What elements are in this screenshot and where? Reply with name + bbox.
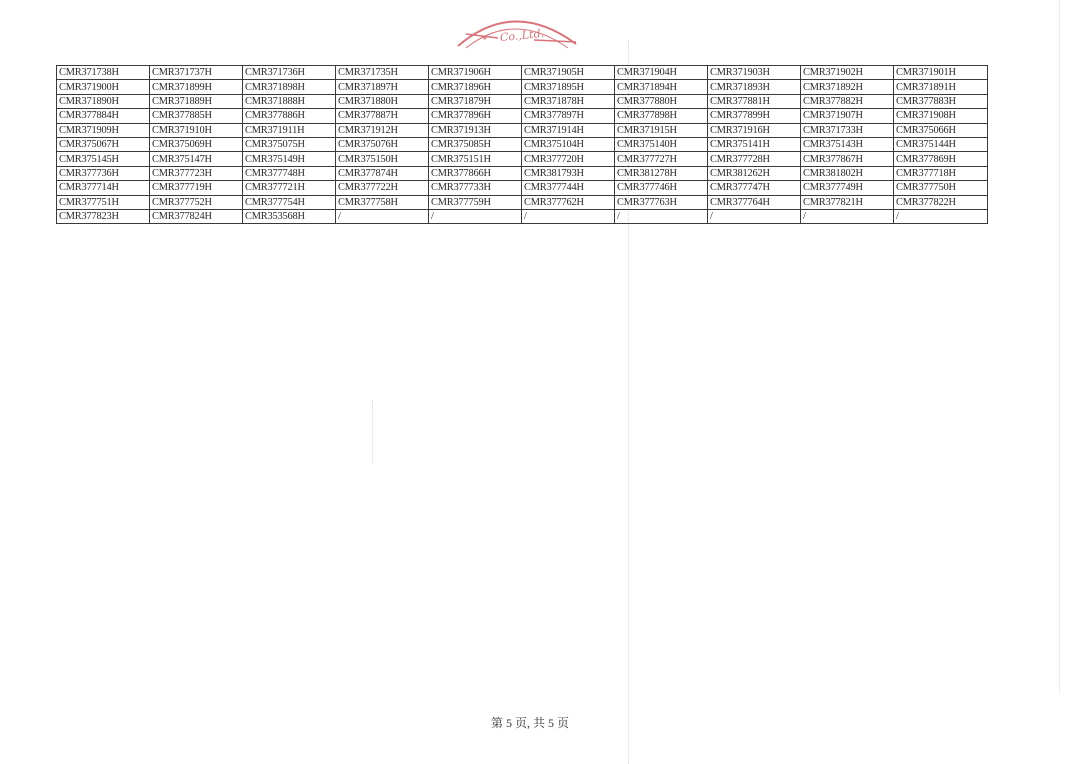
table-cell: CMR377748H <box>243 166 336 180</box>
table-cell: CMR371910H <box>150 123 243 137</box>
table-row <box>57 123 988 137</box>
table-cell: / <box>708 209 801 223</box>
table-row <box>57 195 988 209</box>
table-cell: CMR371890H <box>57 94 150 108</box>
table-cell: CMR371880H <box>336 94 429 108</box>
table-row <box>57 166 988 180</box>
table-cell: CMR371911H <box>243 123 336 137</box>
table-cell: CMR375141H <box>708 137 801 151</box>
svg-text:★: ★ <box>482 35 488 42</box>
table-cell: CMR371736H <box>243 66 336 80</box>
table-cell: CMR377746H <box>615 181 708 195</box>
table-cell: CMR377886H <box>243 109 336 123</box>
scan-edge-line <box>1059 0 1060 694</box>
table-cell: CMR381278H <box>615 166 708 180</box>
table-cell: CMR377884H <box>57 109 150 123</box>
table-cell: CMR377727H <box>615 152 708 166</box>
table-cell: CMR375147H <box>150 152 243 166</box>
table-cell: CMR377750H <box>894 181 988 195</box>
table-row <box>57 80 988 94</box>
table-row <box>57 209 988 223</box>
table-cell: CMR371913H <box>429 123 522 137</box>
table-cell: CMR377744H <box>522 181 615 195</box>
table-cell: CMR371903H <box>708 66 801 80</box>
table-cell: CMR377880H <box>615 94 708 108</box>
table-cell: CMR377898H <box>615 109 708 123</box>
table-cell: CMR371897H <box>336 80 429 94</box>
table-cell: CMR371889H <box>150 94 243 108</box>
table-cell: CMR377824H <box>150 209 243 223</box>
table-cell: CMR377821H <box>801 195 894 209</box>
table-cell: CMR353568H <box>243 209 336 223</box>
table-cell: CMR377754H <box>243 195 336 209</box>
table-row <box>57 66 988 80</box>
table-cell: CMR371896H <box>429 80 522 94</box>
table-cell: CMR377822H <box>894 195 988 209</box>
table-cell: CMR371900H <box>57 80 150 94</box>
table-cell: CMR377736H <box>57 166 150 180</box>
table-cell: CMR377747H <box>708 181 801 195</box>
table-row <box>57 137 988 151</box>
table-cell: CMR377881H <box>708 94 801 108</box>
table-cell: CMR377759H <box>429 195 522 209</box>
seal-text: Co.,Ltd. <box>499 26 545 45</box>
table-row <box>57 94 988 108</box>
table-cell: CMR375150H <box>336 152 429 166</box>
table-cell: CMR381262H <box>708 166 801 180</box>
table-cell: CMR381802H <box>801 166 894 180</box>
table-row <box>57 181 988 195</box>
table-cell: CMR371894H <box>615 80 708 94</box>
table-cell: CMR371893H <box>708 80 801 94</box>
table-cell: / <box>522 209 615 223</box>
table-cell: CMR375104H <box>522 137 615 151</box>
table-cell: CMR377718H <box>894 166 988 180</box>
company-seal-stamp <box>452 8 582 54</box>
table-cell: / <box>336 209 429 223</box>
table-cell: CMR375069H <box>150 137 243 151</box>
table-cell: CMR375067H <box>57 137 150 151</box>
table-cell: CMR375151H <box>429 152 522 166</box>
table-cell: CMR371906H <box>429 66 522 80</box>
table-cell: CMR371912H <box>336 123 429 137</box>
table-cell: CMR371878H <box>522 94 615 108</box>
table-cell: CMR375143H <box>801 137 894 151</box>
table-cell: CMR371902H <box>801 66 894 80</box>
table-cell: CMR371733H <box>801 123 894 137</box>
table-cell: CMR377762H <box>522 195 615 209</box>
table-cell: CMR377874H <box>336 166 429 180</box>
table-cell: CMR371738H <box>57 66 150 80</box>
table-cell: CMR371905H <box>522 66 615 80</box>
table-cell: CMR371891H <box>894 80 988 94</box>
table-cell: CMR377823H <box>57 209 150 223</box>
table-cell: / <box>801 209 894 223</box>
table-cell: CMR377733H <box>429 181 522 195</box>
table-cell: CMR371909H <box>57 123 150 137</box>
table-cell: CMR377887H <box>336 109 429 123</box>
table-cell: CMR377758H <box>336 195 429 209</box>
table-cell: CMR377763H <box>615 195 708 209</box>
table-cell: CMR371892H <box>801 80 894 94</box>
table-cell: CMR377764H <box>708 195 801 209</box>
table-cell: CMR375149H <box>243 152 336 166</box>
table-cell: CMR375075H <box>243 137 336 151</box>
table-cell: CMR375145H <box>57 152 150 166</box>
table-cell: CMR371916H <box>708 123 801 137</box>
table-row <box>57 152 988 166</box>
table-cell: CMR377751H <box>57 195 150 209</box>
table-cell: CMR371899H <box>150 80 243 94</box>
table-cell: / <box>894 209 988 223</box>
table-cell: CMR381793H <box>522 166 615 180</box>
table-cell: CMR377721H <box>243 181 336 195</box>
table-cell: CMR371907H <box>801 109 894 123</box>
table-cell: CMR371901H <box>894 66 988 80</box>
table-cell: CMR371895H <box>522 80 615 94</box>
table-cell: CMR371915H <box>615 123 708 137</box>
table-cell: CMR371908H <box>894 109 988 123</box>
table-body <box>57 66 988 224</box>
table-cell: CMR371914H <box>522 123 615 137</box>
table-cell: CMR377899H <box>708 109 801 123</box>
table-cell: CMR377885H <box>150 109 243 123</box>
table-cell: CMR377866H <box>429 166 522 180</box>
table-cell: CMR375076H <box>336 137 429 151</box>
table-cell: CMR377723H <box>150 166 243 180</box>
table-cell: / <box>615 209 708 223</box>
table-row <box>57 109 988 123</box>
table-cell: CMR371898H <box>243 80 336 94</box>
table-cell: CMR377883H <box>894 94 988 108</box>
table-cell: CMR375066H <box>894 123 988 137</box>
model-id-table <box>56 65 988 224</box>
table-cell: CMR375144H <box>894 137 988 151</box>
scan-mark-line <box>372 400 373 464</box>
table-cell: CMR375140H <box>615 137 708 151</box>
table-cell: CMR377752H <box>150 195 243 209</box>
table-cell: CMR371904H <box>615 66 708 80</box>
table-cell: CMR377719H <box>150 181 243 195</box>
table-cell: CMR377722H <box>336 181 429 195</box>
table-cell: CMR377728H <box>708 152 801 166</box>
table-cell: CMR377869H <box>894 152 988 166</box>
page-number-footer: 第 5 页, 共 5 页 <box>490 716 569 730</box>
table-cell: CMR377897H <box>522 109 615 123</box>
table-cell: CMR377882H <box>801 94 894 108</box>
table-cell: CMR371888H <box>243 94 336 108</box>
table-cell: CMR371737H <box>150 66 243 80</box>
table-cell: CMR371879H <box>429 94 522 108</box>
table-cell: CMR371735H <box>336 66 429 80</box>
table-cell: CMR375085H <box>429 137 522 151</box>
table-cell: CMR377867H <box>801 152 894 166</box>
table-cell: / <box>429 209 522 223</box>
table-cell: CMR377749H <box>801 181 894 195</box>
table-cell: CMR377896H <box>429 109 522 123</box>
table-cell: CMR377720H <box>522 152 615 166</box>
table-cell: CMR377714H <box>57 181 150 195</box>
